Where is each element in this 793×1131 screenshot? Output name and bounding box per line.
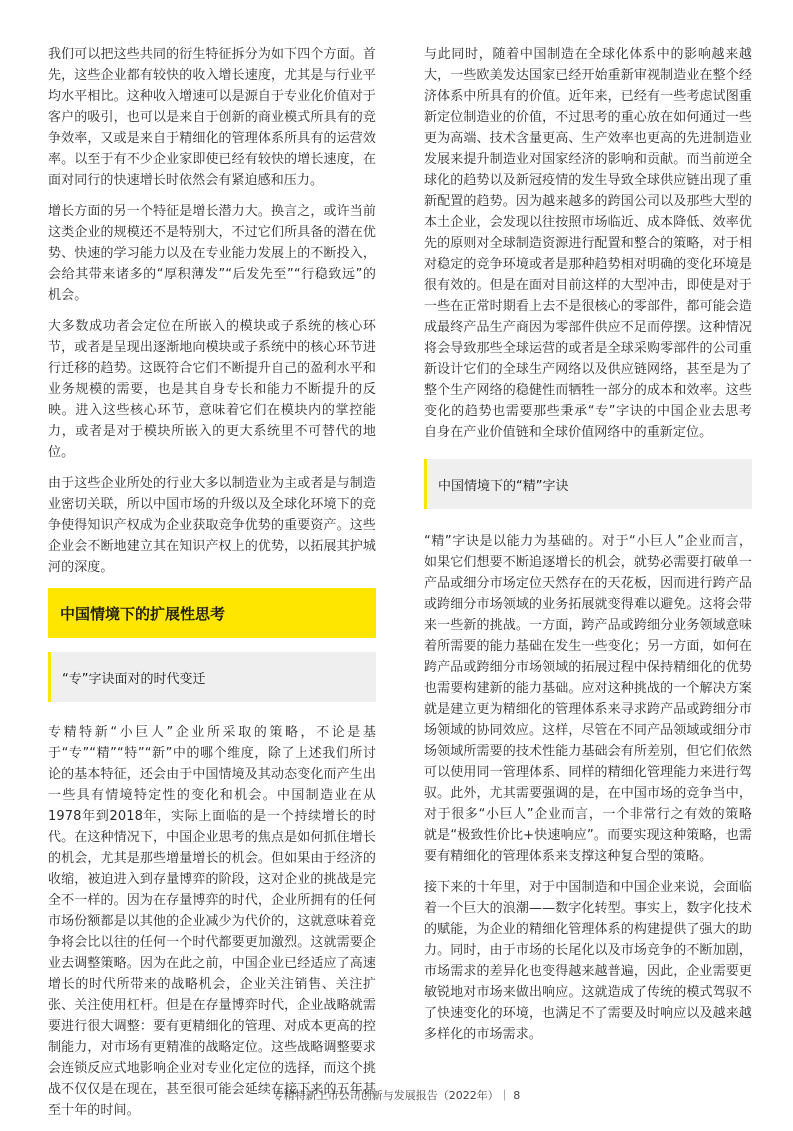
- subsection-heading-text: “专”字诀面对的时代变迁: [62, 671, 206, 687]
- body-paragraph: 专精特新“小巨人”企业所采取的策略，不论是基于“专”“精”“特”“新”中的哪个维度，除了上述我们所讨论的基本特征，还会由于中国情境及其动态变化而产生出一些具有情境特定性的变化和机会。中国制造业在从1978年到2018年，实际上面临的是一个持续增长的时代。在这种情况下，中国企业思考的焦点是如何抓住增长的机会，尤其是那些增量增长的机会。但如果由于经济的收缩，被迫进入到存量博弈的阶段，这对企业的挑战是完全不一样的。因为在存量博弈的时代，企业所拥有的任何市场份额都是以其他的企业减少为代价的，这就意味着竞争将会比以往的任何一个时代都要更加激烈。这就需要企业去调整策略。因为在此之前，中国企业已经适应了高速增长的时代所带来的战略机会，企业关注销售、关注扩张、关注使用杠杆。但是在存量博弈时代，企业战略就需要进行很大调整：要有更精细化的管理、对成本更高的控制能力，对市场有更精准的战略定位。这些战略调整要求会连锁反应式地影响企业对专业化定位的选择，而这个挑战不仅仅是在现在，甚至很可能会延续在接下来的五年甚至十年的时间。: [48, 725, 376, 1118]
- section-heading: [48, 588, 376, 638]
- subsection-heading-text: 中国情境下的“精”字诀: [438, 478, 569, 494]
- right-column: [424, 44, 752, 1055]
- subsection-heading: [424, 459, 752, 509]
- body-paragraph: 我们可以把这些共同的衍生特征拆分为如下四个方面。首先，这些企业都有较快的收入增长速度，尤其是与行业平均水平相比。这种收入增速可以是源自于专业化价值对于客户的吸引，也可以是来自于创新的商业模式所具有的竞争效率，又或是来自于精细化的管理体系所具有的运营效率。以至于有不少企业家即使已经有较快的增长速度，在面对同行的快速增长时依然会有紧迫感和压力。: [48, 47, 376, 188]
- body-paragraph: 大多数成功者会定位在所嵌入的模块或子系统的核心环节，或者是呈现出逐渐地向模块或子系统中的核心环节进行迁移的趋势。这既符合它们不断提升自己的盈利水平和业务规模的需要，也是其自身专长和能力不断提升的反映。进入这些核心环节，意味着它们在模块内的掌控能力，或者是对于模块所嵌入的更大系统里不可替代的地位。: [48, 319, 376, 460]
- body-paragraph: 与此同时，随着中国制造在全球化体系中的影响越来越大，一些欧美发达国家已经开始重新审视制造业在整个经济体系中所具有的价值。近年来，已经有一些考虑试图重新定位制造业的价值，不过思考的重心放在如何通过一些更为高端、技术含量更高、生产效率也更高的先进制造业发展来提升制造业对国家经济的影响和贡献。而当前逆全球化的趋势以及新冠疫情的发生导致全球供应链出现了重新配置的趋势。因为越来越多的跨国公司以及那些大型的本土企业，会发现以往按照市场临近、成本降低、效率优先的原则对全球制造资源进行配置和整合的策略，对于相对稳定的竞争环境或者是那种趋势相对明确的变化环境是很有效的。但是在面对目前这样的大型冲击，即使是对于一些在正常时期看上去不是很核心的零部件，都可能会造成最终产品生产商因为零部件供应不足而停摆。这种情况将会导致那些全球运营的或者是全球采购零部件的公司重新设计它们的全球生产网络以及供应链网络，甚至是为了整个生产网络的稳健性而牺牲一部分的成本和效率。这些变化的趋势也需要那些秉承“专”字诀的中国企业去思考自身在产业价值链和全球价值网络中的重新定位。: [424, 47, 752, 440]
- subsection-heading: [48, 652, 376, 702]
- body-paragraph: 由于这些企业所处的行业大多以制造业为主或者是与制造业密切关联，所以中国市场的升级以及全球化环境下的竞争使得知识产权成为企业获取竞争优势的重要资产。这些企业会不断地建立其在知识产权上的优势，以拓展其护城河的深度。: [48, 476, 376, 575]
- page-footer: 专精特新上市公司创新与发展报告（2022年）｜ 8: [272, 1089, 521, 1102]
- body-paragraph: 增长方面的另一个特征是增长潜力大。换言之，或许当前这类企业的规模还不是特别大，不过它们所具备的潜在优势、快速的学习能力以及在专业能力发展上的不断投入，会给其带来诸多的“厚积薄发”“后发先至”“行稳致远”的机会。: [48, 204, 376, 303]
- left-column: [48, 44, 376, 1131]
- body-paragraph: “精”字诀是以能力为基础的。对于“小巨人”企业而言，如果它们想要不断追逐增长的机会，就势必需要打破单一产品或细分市场定位天然存在的天花板，因而进行跨产品或跨细分市场领域的业务拓展就变得难以避免。这将会带来一些新的挑战。一方面，跨产品或跨细分业务领域意味着所需要的能力基础在发生一些变化；另一方面，如何在跨产品或跨细分市场领域的拓展过程中保持精细化的优势也需要构建新的能力基础。应对这种挑战的一个解决方案就是建立更为精细化的管理体系来寻求跨产品或跨细分市场领域的协同效应。这样，尽管在不同产品领域或细分市场领域所需要的技术性能力基础会有所差别，但它们依然可以使用同一管理体系、同样的精细化管理能力来进行驾驭。此外，尤其需要强调的是，在中国市场的竞争当中，对于很多“小巨人”企业而言，一个非常行之有效的策略就是“极致性价比+快速响应”。而要实现这种策略，也需要有精细化的管理体系来支撑这种复合型的策略。: [424, 534, 752, 864]
- section-heading-text: 中国情境下的扩展性思考: [60, 604, 226, 623]
- body-paragraph: 接下来的十年里，对于中国制造和中国企业来说，会面临着一个巨大的浪潮——数字化转型。事实上，数字化技术的赋能，为企业的精细化管理体系的构建提供了强大的助力。同时，由于市场的长尾化以及市场竞争的不断加剧，市场需求的差异化也变得越来越普遍，因此，企业需要更敏锐地对市场来做出响应。这就造成了传统的模式驾驭不了快速变化的环境，也满足不了需要及时响应以及越来越多样化的市场需求。: [424, 880, 752, 1042]
